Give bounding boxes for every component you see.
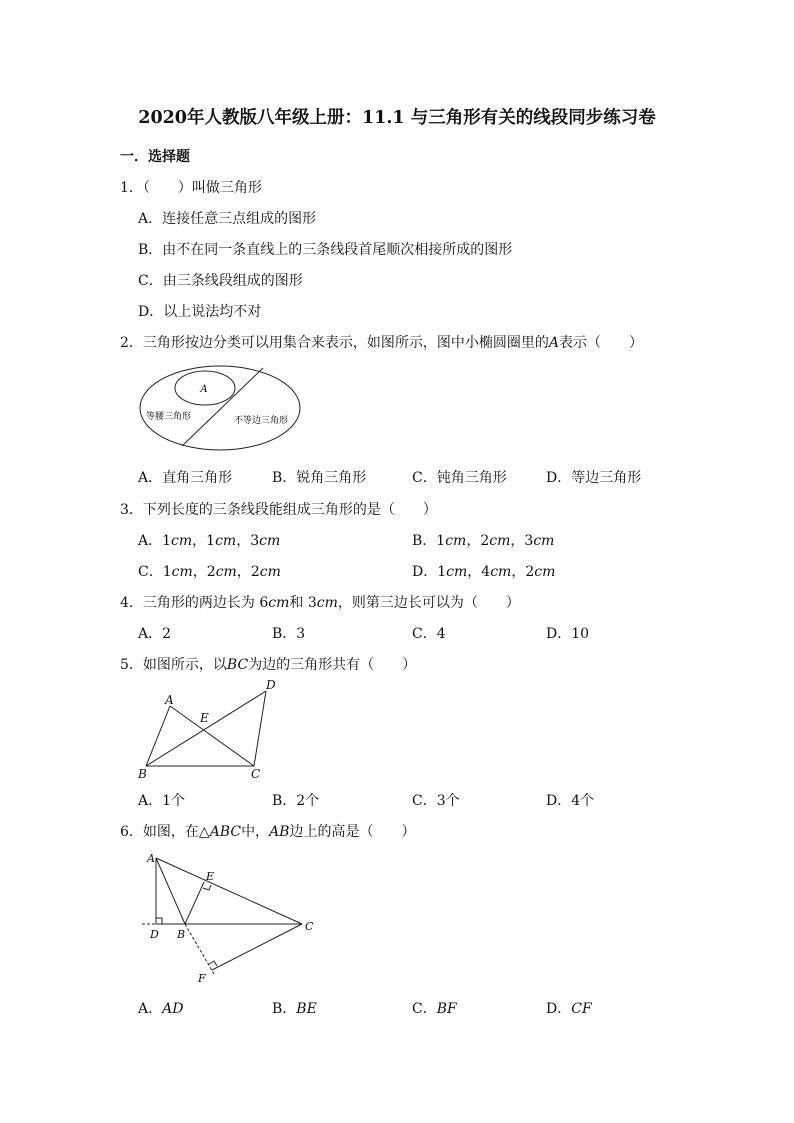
question-6-option-c <box>412 998 457 1018</box>
length-value: 1 <box>162 533 172 549</box>
point-label-d: D <box>150 928 159 941</box>
point-label-b: B <box>177 928 186 941</box>
question-1-option-c: C．由三条线段组成的图形 <box>138 273 303 289</box>
question-2-option-a: A．直角三角形 <box>138 470 233 486</box>
question-4-option-c: C．4 <box>412 626 446 642</box>
question-2-option-c: C．钝角三角形 <box>412 470 507 486</box>
right-angle-mark-e <box>203 885 211 890</box>
length-value: 1 <box>162 564 172 580</box>
length-value: 1 <box>436 533 446 549</box>
scalene-region-label: 不等边三角形 <box>234 416 289 426</box>
point-label-c: C <box>251 767 261 781</box>
option-label: C． <box>138 564 163 580</box>
question-4-stem <box>120 592 520 612</box>
point-label-a: A <box>165 693 174 707</box>
set-venn-figure <box>138 362 308 456</box>
right-angle-mark-f <box>209 961 217 966</box>
length-unit: cm <box>215 533 237 549</box>
question-3-stem: 3．下列长度的三条线段能组成三角形的是（ ） <box>120 502 437 518</box>
length-unit: cm <box>215 564 237 580</box>
question-4-option-d: D．10 <box>546 626 590 642</box>
question-3-option-c: C．1cm，2cm，2cm <box>138 564 281 580</box>
length-value: 1 <box>206 533 216 549</box>
length-value: 2 <box>206 564 216 580</box>
length-value: 2 <box>525 564 535 580</box>
point-label-d: D <box>266 678 276 692</box>
length-value: 2 <box>250 564 260 580</box>
question-6-stem-pre: 6．如图，在△ <box>120 824 210 840</box>
question-6-stem-mid: 中， <box>241 824 270 840</box>
divider-line <box>182 368 263 446</box>
point-label-a: A <box>147 852 155 865</box>
question-3-option-a: A．1cm，1cm，3cm <box>138 533 281 549</box>
length-value: 3 <box>250 533 260 549</box>
question-1-option-b: B．由不在同一条直线上的三条线段首尾顺次相接所成的图形 <box>138 242 513 258</box>
length-unit: cm <box>268 595 290 611</box>
question-4-option-a: A．2 <box>138 626 172 642</box>
length-value: 4 <box>481 564 491 580</box>
outer-ellipse <box>140 366 300 450</box>
option-label: A． <box>138 1001 163 1017</box>
question-2-option-d: D．等边三角形 <box>546 470 642 486</box>
triangle-heights-figure <box>132 846 332 986</box>
length-unit: cm <box>489 533 511 549</box>
length-value: 2 <box>480 533 490 549</box>
length-unit: cm <box>259 533 281 549</box>
question-2-stem-pre: 2．三角形按边分类可以用集合来表示，如图所示，图中小椭圆圈里的 <box>120 335 549 351</box>
option-label: D． <box>546 1001 572 1017</box>
question-4-stem-pre: 4．三角形的两边长为 6 <box>120 595 269 611</box>
length-unit: cm <box>171 533 193 549</box>
segment-ac <box>156 858 302 924</box>
triangles-bc-figure <box>132 676 287 782</box>
point-label-c: C <box>305 920 314 933</box>
question-1-stem: 1．（ ）叫做三角形 <box>120 180 262 196</box>
question-6-option-b <box>272 998 317 1018</box>
question-1-option-a: A．连接任意三点组成的图形 <box>138 211 317 227</box>
question-4-option-b: B．3 <box>272 626 306 642</box>
inner-ellipse-label: A <box>200 384 208 395</box>
length-unit: cm <box>259 564 281 580</box>
question-5-stem <box>120 654 416 674</box>
point-label-f: F <box>198 972 206 985</box>
question-6-option-a <box>138 998 183 1018</box>
question-3-option-b: B．1cm，2cm，3cm <box>412 533 555 549</box>
segment-ab <box>156 858 185 924</box>
point-label-b: B <box>138 767 147 781</box>
segment-cd <box>254 691 266 766</box>
option-value: CF <box>571 1001 592 1017</box>
page-title: 2020年人教版八年级上册：11.1 与三角形有关的线段同步练习卷 <box>138 108 656 128</box>
length-unit: cm <box>446 564 468 580</box>
option-value: AD <box>162 1001 184 1017</box>
question-2-option-b: B．锐角三角形 <box>272 470 367 486</box>
isosceles-region-label: 等腰三角形 <box>146 412 192 422</box>
section-heading: 一．选择题 <box>120 149 190 165</box>
option-label: C． <box>412 1001 437 1017</box>
question-2-stem-var: A <box>548 335 560 351</box>
option-label: B． <box>272 1001 297 1017</box>
question-5-stem-var: BC <box>226 657 249 673</box>
question-4-stem-post: ，则第三边长可以为（ ） <box>337 595 520 611</box>
question-2-stem-post: 表示（ ） <box>559 335 644 351</box>
option-value: BF <box>436 1001 457 1017</box>
question-6-option-d <box>546 998 592 1018</box>
segment-bd <box>146 691 266 766</box>
point-label-e: E <box>206 870 215 883</box>
segment-ab <box>146 706 170 766</box>
length-unit: cm <box>490 564 512 580</box>
option-value: BE <box>296 1001 317 1017</box>
question-5-option-a: A．1个 <box>138 793 186 809</box>
point-label-e: E <box>200 711 209 725</box>
length-unit: cm <box>316 595 338 611</box>
option-label: A． <box>138 533 163 549</box>
question-3-option-d: D．1cm，4cm，2cm <box>412 564 556 580</box>
question-6-stem-post: 边上的高是（ ） <box>289 824 416 840</box>
question-4-stem-mid: 和 3 <box>289 595 317 611</box>
option-label: B． <box>412 533 437 549</box>
length-unit: cm <box>445 533 467 549</box>
question-1-option-d: D．以上说法均不对 <box>138 304 262 320</box>
segment-cf <box>212 924 302 970</box>
length-unit: cm <box>533 533 555 549</box>
question-5-option-b: B．2个 <box>272 793 320 809</box>
length-unit: cm <box>534 564 556 580</box>
extension-bf <box>185 924 214 974</box>
question-5-option-d: D．4个 <box>546 793 595 809</box>
option-label: D． <box>412 564 438 580</box>
length-unit: cm <box>171 564 193 580</box>
segment-be <box>185 882 204 924</box>
question-2-stem <box>120 332 643 352</box>
question-6-stem-var1: ABC <box>209 824 242 840</box>
length-value: 1 <box>437 564 447 580</box>
length-value: 3 <box>524 533 534 549</box>
question-5-stem-post: 为边的三角形共有（ ） <box>248 657 417 673</box>
question-6-stem <box>120 821 415 841</box>
question-6-stem-var2: AB <box>269 824 290 840</box>
segment-ac <box>170 706 254 766</box>
question-5-option-c: C．3个 <box>412 793 460 809</box>
right-angle-mark-d <box>156 918 162 924</box>
question-5-stem-pre: 5．如图所示，以 <box>120 657 227 673</box>
